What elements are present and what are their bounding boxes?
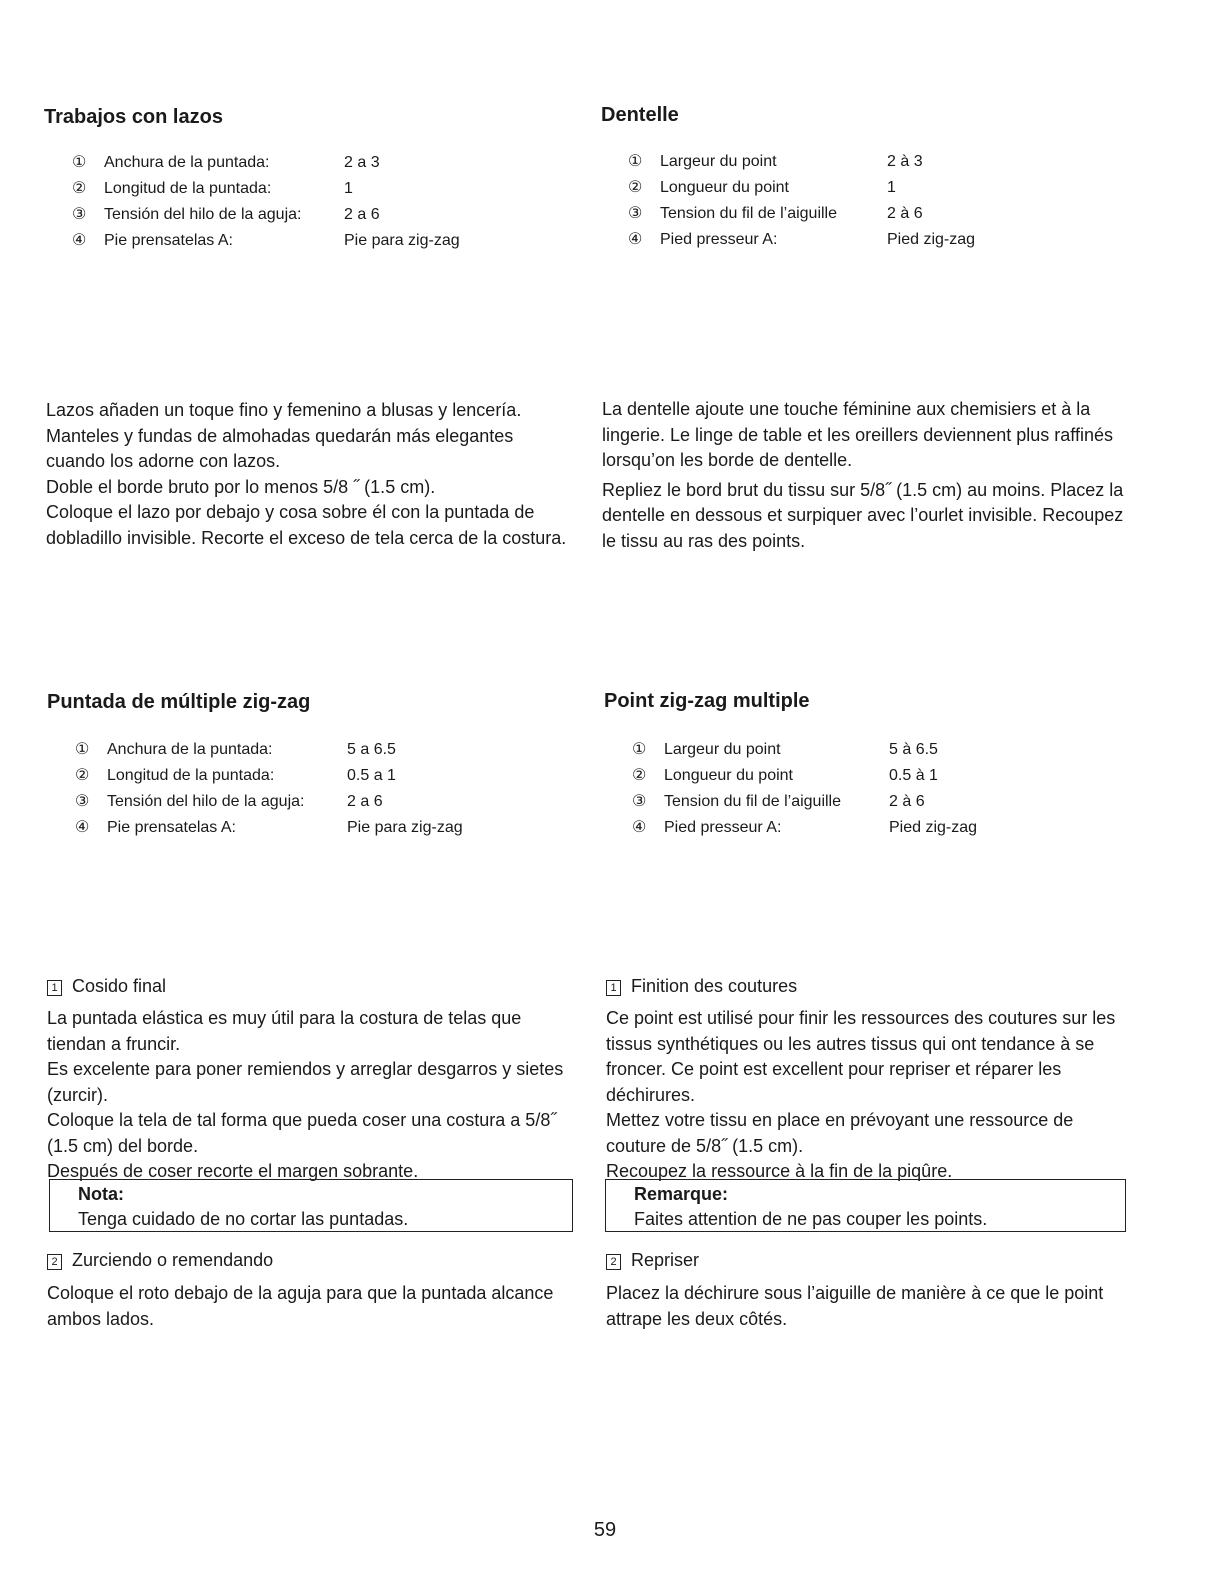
setting-value: 5 a 6.5 (347, 741, 396, 758)
circled-number: ④ (632, 819, 647, 836)
section-heading: Finition des coutures (631, 976, 798, 996)
page-number: 59 (593, 1519, 617, 1541)
setting-value: 2 a 3 (344, 154, 380, 171)
setting-row (628, 175, 975, 201)
setting-value: 2 à 3 (887, 153, 923, 170)
fr-section1-body (606, 1006, 1126, 1185)
setting-name: Tension du fil de l’aiguille (664, 793, 841, 810)
setting-row (72, 228, 460, 254)
setting-name: Longitud de la puntada: (104, 180, 272, 197)
paragraph: Lazos añaden un toque fino y femenino a blusas y lencería. Manteles y fundas de almohadas quedarán más elegantes cuando los adorne con lazos. (46, 400, 522, 471)
setting-value: 1 (887, 179, 896, 196)
setting-value: Pied zig-zag (887, 231, 976, 248)
fr-multizigzag-settings (632, 737, 977, 841)
fr-multizigzag-title: Point zig-zag multiple (604, 690, 810, 712)
setting-value: Pied zig-zag (889, 819, 978, 836)
circled-number: ① (72, 154, 87, 171)
step-number-box: 1 (606, 980, 621, 996)
circled-number: ③ (632, 793, 647, 810)
es-lazos-title: Trabajos con lazos (44, 106, 223, 128)
setting-name: Pie prensatelas A: (107, 819, 236, 836)
setting-row (75, 737, 463, 763)
es-lazos-body (46, 398, 576, 551)
setting-name: Longueur du point (664, 767, 793, 784)
setting-name: Largeur du point (664, 741, 781, 758)
setting-value: 2 à 6 (889, 793, 925, 810)
setting-name: Longueur du point (660, 179, 789, 196)
es-lazos-settings (72, 150, 460, 254)
note-text: Tenga cuidado de no cortar las puntadas. (78, 1209, 409, 1229)
setting-row (632, 815, 977, 841)
setting-value: Pie para zig-zag (347, 819, 463, 836)
circled-number: ② (628, 179, 643, 196)
setting-name: Tension du fil de l’aiguille (660, 205, 837, 222)
setting-name: Largeur du point (660, 153, 777, 170)
setting-row (632, 763, 977, 789)
setting-value: 0.5 a 1 (347, 767, 396, 784)
setting-row (75, 789, 463, 815)
section-heading: Zurciendo o remendando (72, 1250, 274, 1270)
setting-row (632, 737, 977, 763)
circled-number: ② (632, 767, 647, 784)
setting-name: Anchura de la puntada: (104, 154, 270, 171)
step-number-box: 2 (606, 1254, 621, 1270)
circled-number: ④ (72, 232, 87, 249)
setting-value: 2 a 6 (347, 793, 383, 810)
note-text: Faites attention de ne pas couper les points. (634, 1209, 988, 1229)
paragraph: Recoupez la ressource à la fin de la piqûre. (606, 1161, 953, 1181)
fr-section2-heading (606, 1250, 699, 1271)
note-title: Nota: (78, 1184, 124, 1204)
circled-number: ④ (628, 231, 643, 248)
setting-name: Tensión del hilo de la aguja: (107, 793, 305, 810)
circled-number: ③ (628, 205, 643, 222)
setting-value: Pie para zig-zag (344, 232, 460, 249)
setting-row (75, 815, 463, 841)
fr-dentelle-title: Dentelle (601, 104, 679, 126)
step-number-box: 2 (47, 1254, 62, 1270)
paragraph: La dentelle ajoute une touche féminine aux chemisiers et à la lingerie. Le linge de table et les oreillers deviennent plus raffinés lorsqu’on les borde de dentelle. (602, 399, 1113, 470)
setting-value: 2 a 6 (344, 206, 380, 223)
fr-note-box (605, 1179, 1126, 1232)
setting-row (628, 201, 975, 227)
es-section1-body (47, 1006, 577, 1185)
es-multizigzag-settings (75, 737, 463, 841)
circled-number: ④ (75, 819, 90, 836)
circled-number: ② (72, 180, 87, 197)
paragraph: Es excelente para poner remiendos y arreglar desgarros y sietes (zurcir). (47, 1059, 564, 1105)
setting-name: Pie prensatelas A: (104, 232, 233, 249)
section-heading: Cosido final (72, 976, 167, 996)
paragraph: Coloque la tela de tal forma que pueda coser una costura a 5/8˝ (1.5 cm) del borde. (47, 1110, 557, 1156)
setting-value: 5 à 6.5 (889, 741, 938, 758)
circled-number: ② (75, 767, 90, 784)
setting-name: Pied presseur A: (660, 231, 778, 248)
setting-row (632, 789, 977, 815)
es-note-box (49, 1179, 573, 1232)
circled-number: ① (628, 153, 643, 170)
paragraph: Doble el borde bruto por lo menos 5/8 ˝ (1.5 cm). (46, 476, 436, 497)
es-section2-heading (47, 1250, 273, 1271)
setting-value: 0.5 à 1 (889, 767, 938, 784)
circled-number: ③ (72, 206, 87, 223)
step-number-box: 1 (47, 980, 62, 996)
paragraph: Ce point est utilisé pour finir les ressources des coutures sur les tissus synthétiques ou les autres tissus qui ont tendance à se froncer. Ce point est excellent pour repriser et réparer les déchirures. (606, 1008, 1116, 1105)
paragraph: Repliez le bord brut du tissu sur 5/8˝ (1.5 cm) au moins. Placez la dentelle en dessous et surpiquer avec l’ourlet invisible. Recoupez le tissu au ras des points. (602, 479, 1124, 551)
setting-row (72, 150, 460, 176)
section-heading: Repriser (631, 1250, 700, 1270)
setting-row (628, 227, 975, 253)
setting-name: Anchura de la puntada: (107, 741, 273, 758)
fr-section1-heading (606, 976, 797, 997)
fr-dentelle-body (602, 397, 1132, 554)
paragraph: Coloque el lazo por debajo y cosa sobre él con la puntada de dobladillo invisible. Recorte el exceso de tela cerca de la costura. (46, 502, 567, 548)
setting-value: 2 à 6 (887, 205, 923, 222)
setting-name: Pied presseur A: (664, 819, 782, 836)
circled-number: ③ (75, 793, 90, 810)
es-section2-body (47, 1281, 567, 1332)
paragraph: La puntada elástica es muy útil para la costura de telas que tiendan a fruncir. (47, 1008, 522, 1054)
es-multizigzag-title: Puntada de múltiple zig-zag (47, 691, 311, 713)
es-section1-heading (47, 976, 166, 997)
setting-value: 1 (344, 180, 353, 197)
circled-number: ① (632, 741, 647, 758)
setting-row (628, 149, 975, 175)
setting-row (72, 176, 460, 202)
setting-row (75, 763, 463, 789)
setting-row (72, 202, 460, 228)
paragraph: Placez la déchirure sous l’aiguille de manière à ce que le point attrape les deux côtés. (606, 1283, 1104, 1329)
setting-name: Tensión del hilo de la aguja: (104, 206, 302, 223)
paragraph: Mettez votre tissu en place en prévoyant une ressource de couture de 5/8˝ (1.5 cm). (606, 1110, 1074, 1156)
circled-number: ① (75, 741, 90, 758)
setting-name: Longitud de la puntada: (107, 767, 275, 784)
paragraph: Coloque el roto debajo de la aguja para que la puntada alcance ambos lados. (47, 1283, 554, 1329)
fr-dentelle-settings (628, 149, 975, 253)
fr-section2-body (606, 1281, 1131, 1332)
paragraph: Después de coser recorte el margen sobrante. (47, 1161, 419, 1181)
note-title: Remarque: (634, 1184, 729, 1204)
